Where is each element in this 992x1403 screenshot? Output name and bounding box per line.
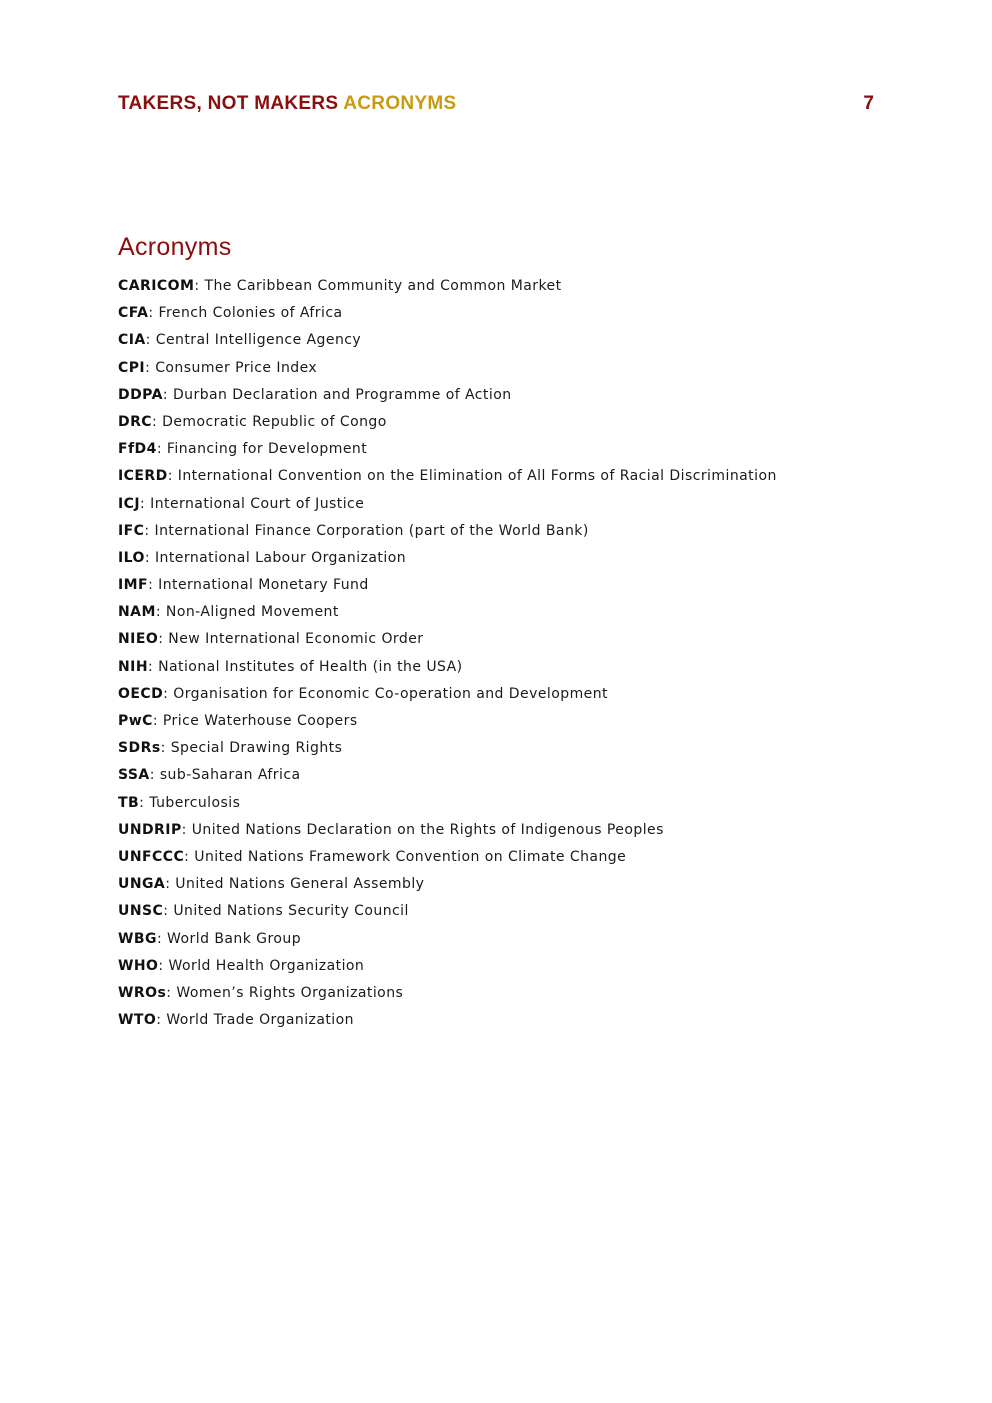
acronym-item	[118, 1010, 878, 1037]
acronym-separator: :	[194, 278, 205, 294]
acronym-abbreviation: PwC	[118, 713, 153, 729]
acronym-item	[118, 412, 878, 439]
acronym-abbreviation: CARICOM	[118, 278, 195, 294]
acronym-abbreviation: IMF	[118, 577, 149, 594]
acronym-definition: International Monetary Fund	[158, 577, 369, 594]
report-title: TAKERS, NOT MAKERS	[118, 93, 339, 114]
acronym-separator: :	[166, 984, 177, 1001]
acronym-separator: :	[152, 413, 163, 430]
acronym-definition: Women’s Rights Organizations	[176, 984, 404, 1001]
acronym-item	[118, 847, 878, 874]
acronym-item	[118, 711, 878, 738]
acronym-separator: :	[152, 713, 163, 729]
acronym-definition: International Labour Organization	[154, 549, 407, 566]
acronym-item	[118, 521, 878, 548]
acronym-abbreviation: NIEO	[118, 631, 159, 648]
acronym-definition: Tuberculosis	[149, 794, 241, 811]
acronym-definition: National Institutes of Health (in the USA)	[158, 658, 463, 675]
running-header	[118, 92, 874, 118]
acronym-item	[118, 929, 878, 956]
acronym-separator: :	[155, 604, 166, 621]
acronym-separator: :	[156, 1012, 167, 1029]
acronym-abbreviation: IFC	[118, 522, 145, 539]
acronym-separator: :	[163, 685, 174, 702]
acronym-item	[118, 629, 878, 656]
acronym-list	[118, 276, 878, 1037]
acronym-definition: World Bank Group	[167, 930, 302, 947]
acronym-separator: :	[156, 930, 168, 947]
acronym-item	[118, 439, 878, 466]
acronym-separator: :	[145, 359, 156, 376]
acronym-separator: :	[144, 549, 155, 566]
acronym-definition: World Health Organization	[168, 957, 365, 974]
acronym-separator: :	[184, 848, 195, 865]
acronym-separator: :	[148, 658, 159, 675]
acronym-definition: Special Drawing Rights	[170, 740, 343, 757]
acronym-abbreviation: SSA	[118, 767, 150, 784]
acronym-separator: :	[165, 876, 176, 893]
acronym-definition: sub-Saharan Africa	[159, 767, 301, 784]
acronym-separator: :	[156, 441, 167, 458]
acronym-item	[118, 738, 878, 765]
acronym-item	[118, 385, 878, 412]
acronym-separator: :	[148, 305, 159, 322]
acronym-item	[118, 494, 878, 521]
acronym-separator: :	[167, 468, 178, 485]
acronym-separator: :	[163, 903, 174, 920]
acronym-item	[118, 466, 878, 493]
acronym-item	[118, 276, 878, 303]
acronym-item	[118, 793, 878, 820]
acronym-definition: New International Economic Order	[168, 631, 424, 648]
acronym-abbreviation: CIA	[118, 332, 146, 349]
acronym-item	[118, 684, 878, 711]
acronym-separator: :	[158, 957, 169, 974]
acronym-item	[118, 983, 878, 1010]
acronym-definition: Financing for Development	[166, 441, 368, 458]
acronym-item	[118, 358, 878, 385]
acronym-definition: Non-Aligned Movement	[165, 604, 339, 621]
acronym-item	[118, 602, 878, 629]
acronym-item	[118, 303, 878, 330]
acronym-definition: International Finance Corporation (part of the World Bank)	[154, 522, 589, 539]
acronym-item	[118, 548, 878, 575]
acronym-definition: United Nations Framework Convention on Climate Change	[194, 848, 627, 865]
acronym-definition: World Trade Organization	[166, 1012, 354, 1029]
section-heading: Acronyms	[118, 233, 232, 261]
acronym-abbreviation: WTO	[118, 1012, 157, 1029]
acronym-abbreviation: FfD4	[118, 441, 157, 458]
acronym-separator: :	[144, 522, 155, 539]
acronym-definition: United Nations Declaration on the Rights of Indigenous Peoples	[191, 821, 664, 838]
acronym-separator: :	[148, 577, 159, 594]
acronym-abbreviation: WBG	[118, 930, 157, 947]
acronym-item	[118, 956, 878, 983]
acronym-definition: The Caribbean Community and Common Market	[204, 278, 562, 294]
acronym-definition: Price Waterhouse Coopers	[162, 713, 358, 729]
acronym-definition: Democratic Republic of Congo	[162, 413, 387, 430]
acronym-abbreviation: SDRs	[118, 740, 161, 757]
acronym-separator: :	[158, 631, 169, 648]
acronym-item	[118, 765, 878, 792]
acronym-definition: United Nations Security Council	[173, 903, 409, 920]
acronym-abbreviation: OECD	[118, 685, 164, 702]
acronym-definition: United Nations General Assembly	[175, 876, 425, 893]
acronym-abbreviation: UNGA	[118, 876, 166, 893]
acronym-abbreviation: TB	[118, 794, 140, 811]
acronym-separator: :	[160, 740, 171, 757]
acronym-abbreviation: UNDRIP	[118, 821, 182, 838]
acronym-definition: Durban Declaration and Programme of Action	[172, 386, 512, 403]
page-number: 7	[863, 93, 874, 114]
acronym-abbreviation: DRC	[118, 413, 153, 430]
acronym-abbreviation: NIH	[118, 658, 148, 675]
acronym-definition: International Convention on the Elimination of All Forms of Racial Discrimination	[177, 468, 777, 485]
section-label: ACRONYMS	[343, 93, 457, 114]
acronym-item	[118, 874, 878, 901]
acronym-definition: French Colonies of Africa	[158, 305, 343, 322]
acronym-item	[118, 575, 878, 602]
acronym-abbreviation: CPI	[118, 359, 146, 376]
acronym-abbreviation: ICERD	[118, 468, 168, 485]
acronym-definition: Organisation for Economic Co-operation and Development	[173, 685, 608, 702]
acronym-abbreviation: ILO	[118, 549, 145, 566]
acronym-abbreviation: UNFCCC	[118, 848, 185, 865]
acronym-definition: Consumer Price Index	[155, 359, 318, 376]
acronym-item	[118, 330, 878, 357]
acronym-separator: :	[149, 767, 160, 784]
acronym-item	[118, 901, 878, 928]
acronym-definition: International Court of Justice	[150, 495, 365, 512]
acronym-item	[118, 820, 878, 847]
acronym-separator: :	[162, 386, 173, 403]
acronym-separator: :	[139, 794, 150, 811]
acronym-item	[118, 657, 878, 684]
acronym-abbreviation: DDPA	[118, 386, 163, 403]
acronym-separator: :	[140, 495, 151, 512]
acronym-abbreviation: NAM	[118, 604, 156, 621]
acronym-abbreviation: CFA	[118, 305, 149, 322]
acronym-abbreviation: ICJ	[118, 495, 141, 512]
acronym-abbreviation: WROs	[118, 984, 167, 1001]
running-title	[118, 92, 457, 116]
acronym-separator: :	[145, 332, 156, 349]
acronym-abbreviation: WHO	[118, 957, 159, 974]
acronym-abbreviation: UNSC	[118, 903, 164, 920]
acronym-definition: Central Intelligence Agency	[155, 332, 362, 349]
acronym-separator: :	[181, 821, 192, 838]
